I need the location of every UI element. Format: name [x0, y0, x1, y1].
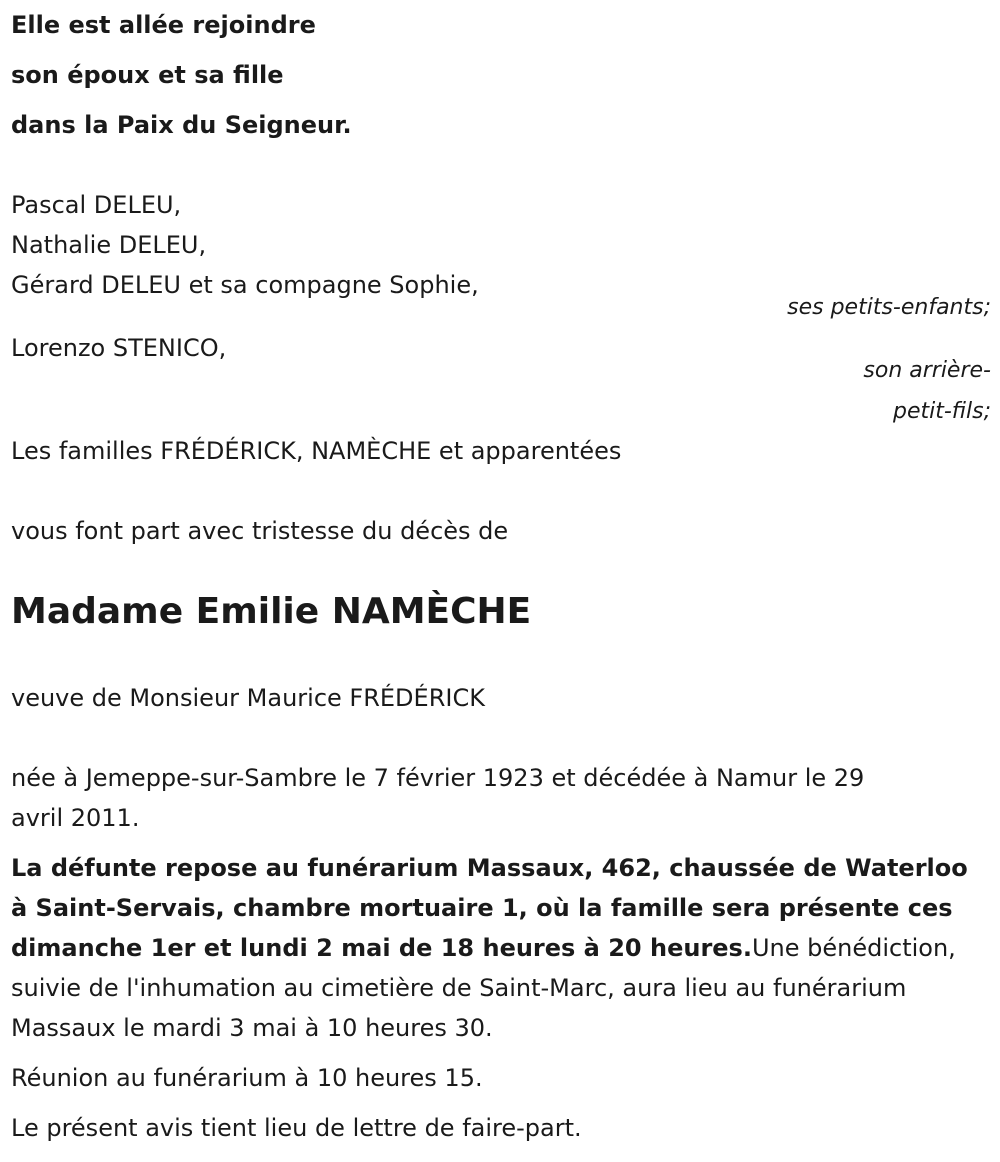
announcement-line: vous font part avec tristesse du décès de: [11, 517, 509, 545]
grandchildren-relation-label: ses petits-enfants;: [787, 295, 991, 320]
birth-death-line-1: née à Jemeppe-sur-Sambre le 7 février 1923 et décédée à Namur le 29: [11, 764, 865, 792]
arrangements-paragraph: [11, 848, 991, 1048]
arrangements-bold-text: La défunte repose au funérarium Massaux, 462, chaussée de Waterloo à Saint-Servais, chambre mortuaire 1, où la famille sera présente ces dimanche 1er et lundi 2 mai de 18 heures à 20 heures.: [11, 854, 968, 962]
arrangements-regular-text: Une bénédiction, suivie de l'inhumation au cimetière de Saint-Marc, aura lieu au funérarium Massaux le mardi 3 mai à 10 heures 30.: [11, 934, 956, 1042]
widow-of-line: veuve de Monsieur Maurice FRÉDÉRICK: [11, 684, 485, 712]
great-grandchild-relation-label-2: petit-fils;: [892, 399, 991, 424]
deceased-name: Madame Emilie NAMÈCHE: [11, 591, 532, 632]
opening-line-3: dans la Paix du Seigneur.: [11, 111, 352, 139]
grandchild-name: Gérard DELEU et sa compagne Sophie,: [11, 271, 479, 299]
opening-line-2: son époux et sa fille: [11, 61, 284, 89]
birth-death-line-2: avril 2011.: [11, 804, 140, 832]
great-grandchild-name: Lorenzo STENICO,: [11, 334, 227, 362]
grandchild-name: Nathalie DELEU,: [11, 231, 207, 259]
meeting-line: Réunion au funérarium à 10 heures 15.: [11, 1064, 483, 1092]
grandchild-name: Pascal DELEU,: [11, 191, 182, 219]
families-line: Les familles FRÉDÉRICK, NAMÈCHE et apparentées: [11, 437, 622, 465]
opening-line-1: Elle est allée rejoindre: [11, 11, 316, 39]
great-grandchild-relation-label-1: son arrière-: [863, 358, 991, 383]
notice-line: Le présent avis tient lieu de lettre de faire-part.: [11, 1114, 582, 1142]
